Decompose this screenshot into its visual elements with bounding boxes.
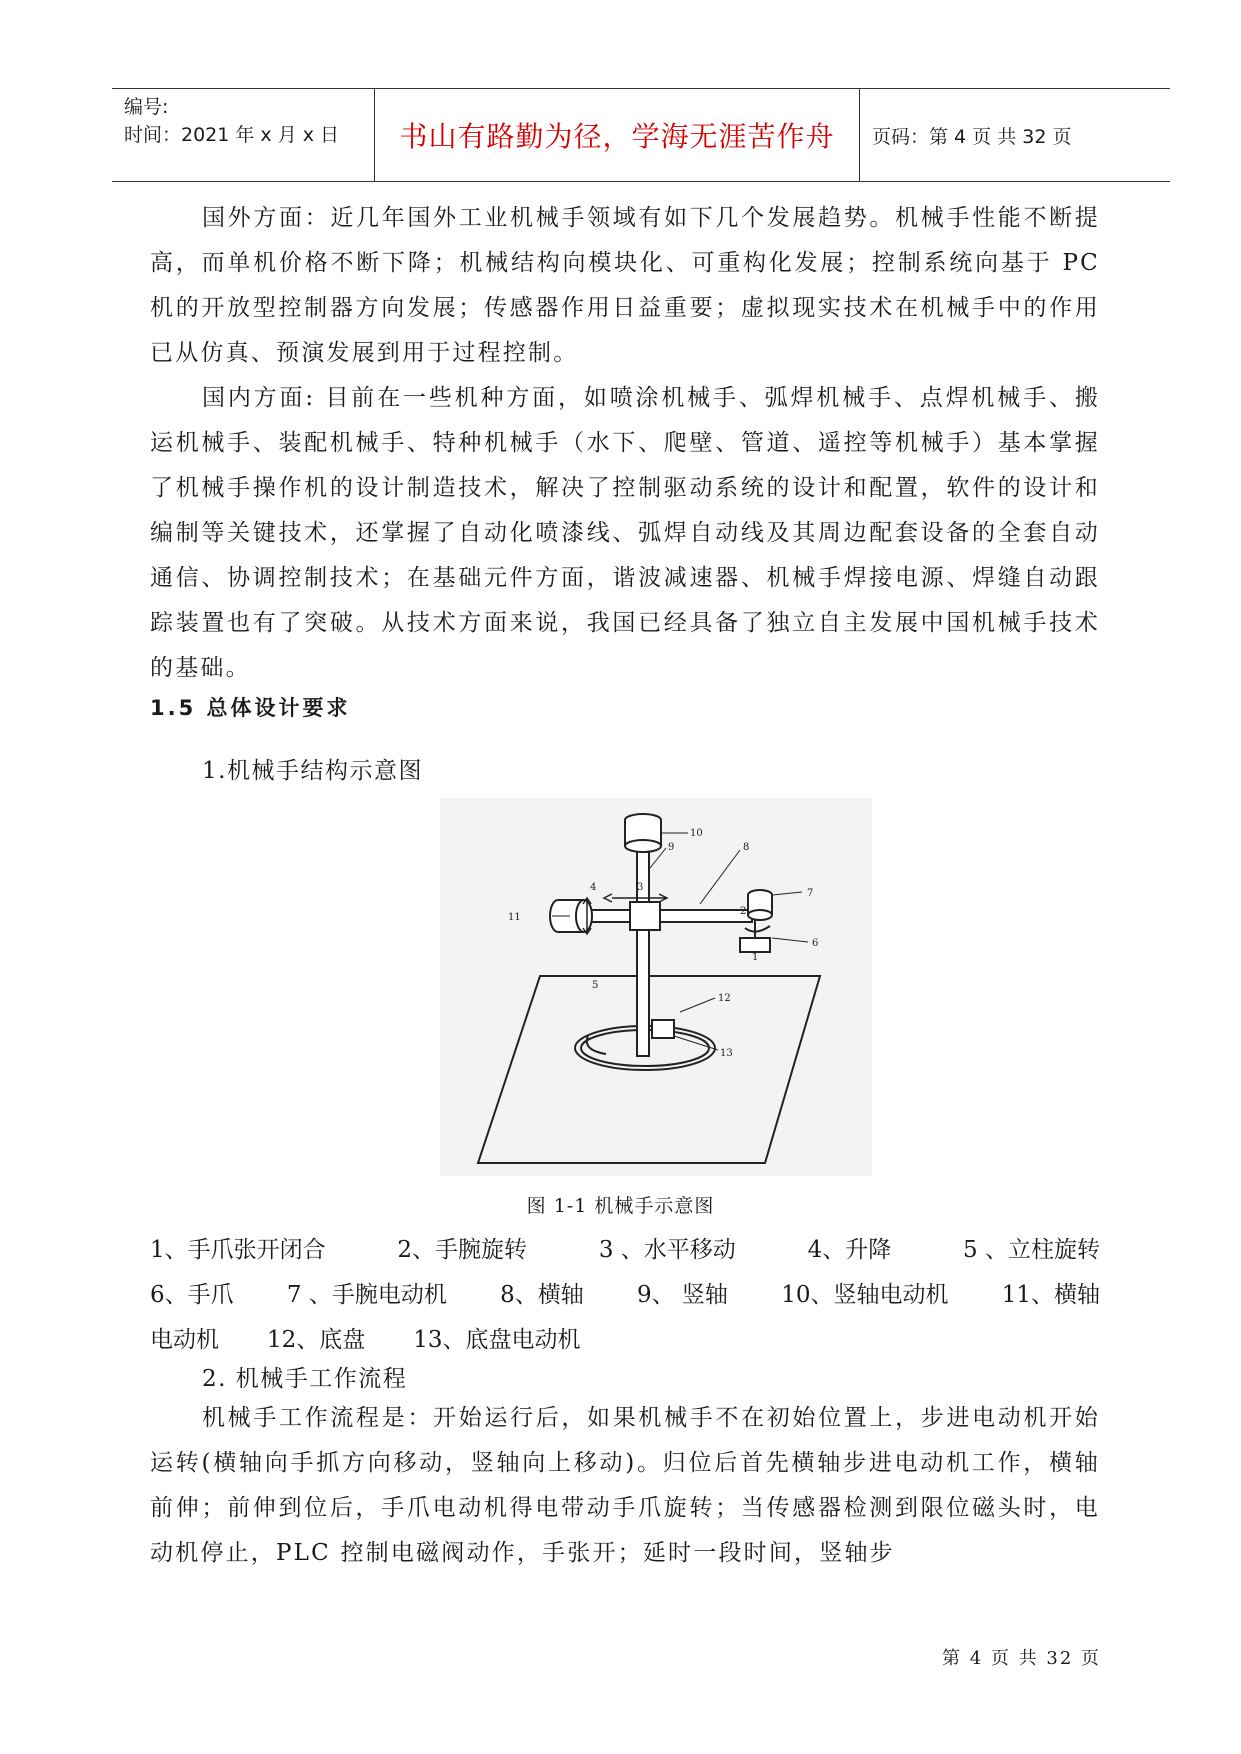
label-13: 13 (720, 1048, 733, 1059)
vertical-shaft (637, 836, 649, 1056)
label-1: 1 (752, 952, 759, 963)
item2-title: 2. 机械手工作流程 (202, 1366, 408, 1392)
vertical-motor-bottom (625, 840, 661, 852)
legend-item: 6、手爪 (150, 1282, 234, 1308)
header-motto: 书山有路勤为径，学海无涯苦作舟 (374, 89, 860, 181)
paragraph-workflow: 机械手工作流程是：开始运行后，如果机械手不在初始位置上，步进电动机开始运转(横轴向手抓方向移动，竖轴向上移动)。归位后首先横轴步进电动机工作，横轴前伸；前伸到位后，手爪电动机得电带动手爪旋转；当传感器检测到限位磁头时，电动机停止，PLC 控制电磁阀动作，手张开；延时一段时间，竖轴步 (150, 1405, 1100, 1566)
label-12: 12 (718, 993, 731, 1004)
label-6: 6 (812, 938, 819, 949)
page-footer: 第 4 页 共 32 页 (942, 1648, 1101, 1669)
robot-arm-diagram (440, 798, 872, 1176)
time-label: 时间：2021 年 x 月 x 日 (124, 124, 340, 146)
legend-row (150, 1228, 1100, 1273)
paragraph-domestic: 国内方面: 目前在一些机种方面，如喷涂机械手、弧焊机械手、点焊机械手、搬运机械手、装配机械手、特种机械手（水下、爬壁、管道、遥控等机械手）基本掌握了机械手操作机的设计制造技术，解决了控制驱动系统的设计和配置，软件的设计和编制等关键技术，还掌握了自动化喷漆线、弧焊自动线及其周边配套设备的全套自动通信、协调控制技术；在基础元件方面，谐波减速器、机械手焊接电源、焊缝自动跟踪装置也有了突破。从技术方面来说，我国已经具备了独立自主发展中国机械手技术的基础。 (150, 385, 1100, 681)
legend-item: 8、横轴 (500, 1282, 584, 1308)
legend-item: 9、 竖轴 (636, 1282, 728, 1308)
base-motor (652, 1020, 674, 1038)
page-header (112, 88, 1170, 182)
header-meta (112, 89, 374, 181)
figure-caption: 图 1-1 机械手示意图 (526, 1195, 715, 1217)
figure-legend (150, 1228, 1100, 1363)
horizontal-motor (576, 900, 592, 932)
label-7: 7 (807, 888, 814, 899)
label-5: 5 (592, 980, 599, 991)
label-8: 8 (743, 842, 750, 853)
label-2: 2 (740, 906, 747, 917)
legend-item: 电动机 (150, 1327, 219, 1353)
header-page-label: 页码：第 4 页 共 32 页 (872, 125, 1072, 148)
section-heading: 1.5 总体设计要求 (150, 696, 351, 720)
label-9: 9 (668, 842, 675, 853)
legend-row (150, 1273, 1100, 1318)
gripper (740, 938, 770, 952)
legend-item: 13、底盘电动机 (413, 1327, 581, 1353)
number-label: 编号: (124, 96, 169, 118)
legend-item: 5 、立柱旋转 (963, 1237, 1100, 1263)
legend-item: 11、横轴 (1001, 1282, 1100, 1308)
legend-row (150, 1318, 1100, 1363)
slider-block (630, 902, 660, 930)
label-10: 10 (690, 828, 703, 839)
legend-item: 1、手爪张开闭合 (150, 1237, 326, 1263)
legend-item: 4、升降 (807, 1237, 892, 1263)
label-11: 11 (508, 912, 521, 923)
legend-item: 2、手腕旋转 (397, 1237, 528, 1263)
workflow-paragraph-block (150, 1396, 1100, 1576)
horizontal-arm (582, 910, 752, 922)
robot-arm-drawing (440, 798, 872, 1176)
intro-paragraphs (150, 196, 1100, 691)
legend-item: 7 、手腕电动机 (286, 1282, 447, 1308)
legend-item: 10、竖轴电动机 (781, 1282, 949, 1308)
label-4: 4 (590, 882, 597, 893)
item1-title: 1.机械手结构示意图 (202, 758, 423, 784)
legend-item: 12、底盘 (267, 1327, 366, 1353)
label-3: 3 (637, 882, 644, 893)
legend-item: 3 、水平移动 (598, 1237, 736, 1263)
paragraph-foreign: 国外方面：近几年国外工业机械手领域有如下几个发展趋势。机械手性能不断提高，而单机价格不断下降；机械结构向模块化、可重构化发展；控制系统向基于 PC 机的开放型控制器方向发展；传感器作用日益重要；虚拟现实技术在机械手中的作用已从仿真、预演发展到用于过程控制。 (150, 205, 1100, 366)
